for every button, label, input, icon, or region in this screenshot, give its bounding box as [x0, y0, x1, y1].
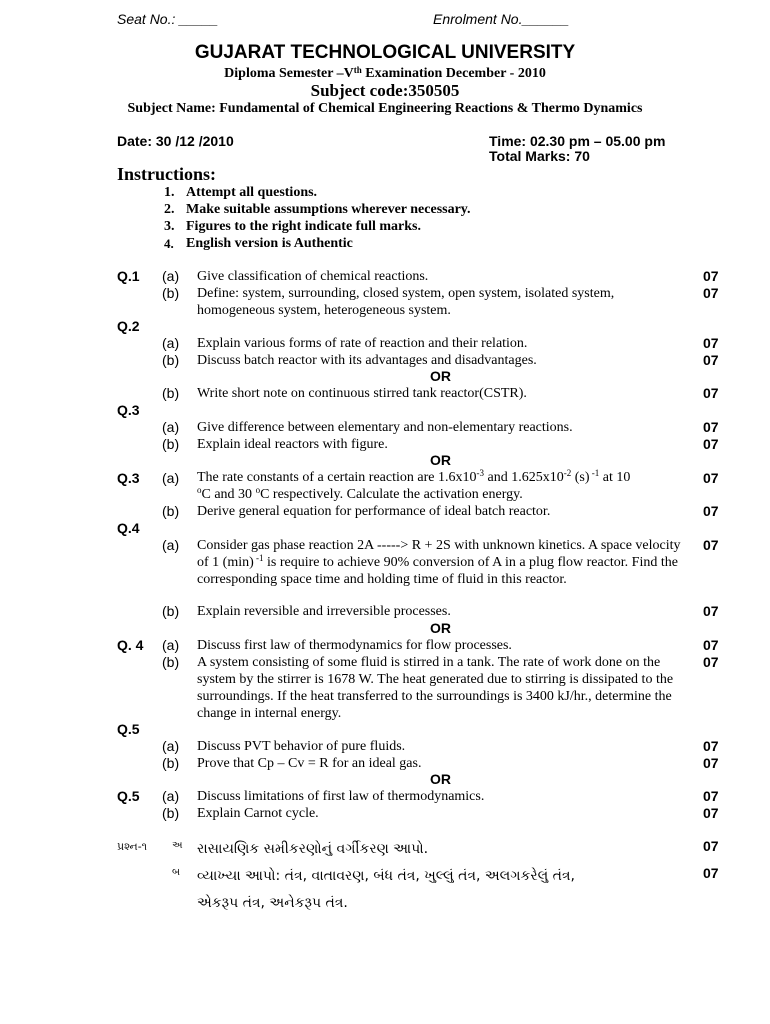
or-separator: OR	[430, 452, 451, 468]
instruction-num: 4.	[164, 236, 174, 251]
marks: 07	[703, 419, 719, 435]
subject-name: Subject Name: Fundamental of Chemical Engineering Reactions & Thermo Dynamics	[127, 101, 643, 116]
exam-date: Date: 30 /12 /2010	[117, 133, 234, 149]
instruction-text: Figures to the right indicate full marks.	[186, 219, 422, 234]
sub-label: (b)	[162, 385, 180, 401]
gujarati-question-text: રાસાયણિક સમીકરણોનું વર્ગીકરણ આપો.	[197, 841, 429, 857]
instruction-text: Make suitable assumptions wherever necessary.	[186, 202, 471, 217]
question-text: Explain ideal reactors with figure.	[197, 437, 388, 452]
question-text: Write short note on continuous stirred tank reactor(CSTR).	[197, 386, 527, 401]
instruction-num: 2.	[164, 202, 175, 217]
question-label: Q.5	[117, 788, 140, 804]
sub-label: (b)	[162, 805, 180, 821]
question-label: Q.3	[117, 402, 140, 418]
question-text: Discuss PVT behavior of pure fluids.	[197, 739, 406, 754]
sub-label: (a)	[162, 537, 180, 553]
or-separator: OR	[430, 368, 451, 384]
enrolment-no: Enrolment No.______	[433, 11, 570, 27]
gujarati-question-label: પ્રશ્ન-૧	[117, 840, 148, 853]
marks: 07	[703, 654, 719, 670]
marks: 07	[703, 352, 719, 368]
marks: 07	[703, 285, 719, 301]
marks: 07	[703, 436, 719, 452]
sub-label: (a)	[162, 335, 180, 351]
gujarati-question-text: એકરૂપ તંત્ર, અનેકરૂપ તંત્ર.	[197, 895, 348, 911]
marks: 07	[703, 335, 719, 351]
sub-label: (b)	[162, 285, 180, 301]
question-text: Derive general equation for performance of ideal batch reactor.	[197, 504, 551, 519]
question-text: Prove that Cp – Cv = R for an ideal gas.	[197, 756, 422, 771]
marks: 07	[703, 865, 719, 881]
question-label: Q.5	[117, 721, 140, 737]
marks: 07	[703, 738, 719, 754]
exam-line: Diploma Semester –Vth Examination December - 2010	[224, 65, 546, 81]
exam-time: Time: 02.30 pm – 05.00 pm	[489, 133, 666, 149]
sub-label: (a)	[162, 738, 180, 754]
gujarati-sub-label: અ	[172, 840, 183, 851]
sub-label: (a)	[162, 637, 180, 653]
sub-label: (b)	[162, 503, 180, 519]
marks: 07	[703, 637, 719, 653]
question-text: A system consisting of some fluid is stirred in a tank. The rate of work done on the system by the stirrer is 1678 W. The heat generated due to stirring is dissipated to the surroundings. If the heat transferred to the surroundings is 3400 kJ/hr., determine the change in internal energy.	[197, 655, 674, 721]
marks: 07	[703, 385, 719, 401]
marks: 07	[703, 268, 719, 284]
sub-label: (a)	[162, 268, 180, 284]
question-text: Explain Carnot cycle.	[197, 806, 319, 821]
sub-label: (a)	[162, 419, 180, 435]
or-separator: OR	[430, 620, 451, 636]
question-text: Discuss limitations of first law of thermodynamics.	[197, 789, 485, 804]
seat-no: Seat No.: _____	[117, 11, 219, 27]
gujarati-sub-label: બ	[172, 867, 181, 878]
instruction-text: English version is Authentic	[186, 236, 353, 251]
marks: 07	[703, 805, 719, 821]
sub-label: (b)	[162, 654, 180, 670]
question-label: Q.4	[117, 520, 140, 536]
university-title: GUJARAT TECHNOLOGICAL UNIVERSITY	[194, 42, 576, 63]
instruction-num: 1.	[164, 185, 175, 200]
gujarati-question-text: વ્યાખ્યા આપો: તંત્ર, વાતાવરણ, બંધ તંત્ર, ખુલ્લું તંત્ર, અલગકરેલું તંત્ર,	[197, 868, 575, 884]
question-label: Q.3	[117, 470, 140, 486]
sub-label: (a)	[162, 470, 180, 486]
question-text: Discuss batch reactor with its advantages and disadvantages.	[197, 353, 537, 368]
instruction-text: Attempt all questions.	[186, 185, 318, 200]
sub-label: (b)	[162, 755, 180, 771]
sub-label: (b)	[162, 436, 180, 452]
sub-label: (b)	[162, 352, 180, 368]
question-text: Give difference between elementary and non-elementary reactions.	[197, 420, 573, 435]
marks: 07	[703, 537, 719, 553]
marks: 07	[703, 838, 719, 854]
question-text: Consider gas phase reaction 2A -----> R + 2S with unknown kinetics. A space velocity of 1 (min) $^{-1}$ is require to achieve 90% conversion of A in a plug flow reactor. Find the corresponding space time and holding time of fluid in this reactor.	[197, 538, 681, 587]
question-text: Give classification of chemical reactions.	[197, 269, 429, 284]
question-label: Q. 4	[117, 637, 144, 653]
marks: 07	[703, 788, 719, 804]
question-text: Discuss first law of thermodynamics for flow processes.	[197, 638, 512, 653]
instruction-num: 3.	[164, 219, 175, 234]
subject-code: Subject code:350505	[310, 81, 460, 100]
instructions-heading: Instructions:	[117, 164, 217, 184]
sub-label: (a)	[162, 788, 180, 804]
question-text: Explain various forms of rate of reaction and their relation.	[197, 336, 528, 351]
question-text: The rate constants of a certain reaction are $1.6x10^{-3}$ and $1.625x10^{-2}$ (s) $^{-1}$ at 10 $^o$C and 30 $^o$C respectively. Calculate the activation energy.	[197, 468, 631, 502]
marks: 07	[703, 470, 719, 486]
question-label: Q.1	[117, 268, 140, 284]
or-separator: OR	[430, 771, 451, 787]
marks: 07	[703, 755, 719, 771]
question-label: Q.2	[117, 318, 140, 334]
marks: 07	[703, 603, 719, 619]
marks: 07	[703, 503, 719, 519]
question-text: Define: system, surrounding, closed system, open system, isolated system, homogeneous system, heterogeneous system.	[197, 286, 615, 318]
total-marks: Total Marks: 70	[489, 148, 590, 164]
sub-label: (b)	[162, 603, 180, 619]
question-text: Explain reversible and irreversible processes.	[197, 604, 451, 619]
